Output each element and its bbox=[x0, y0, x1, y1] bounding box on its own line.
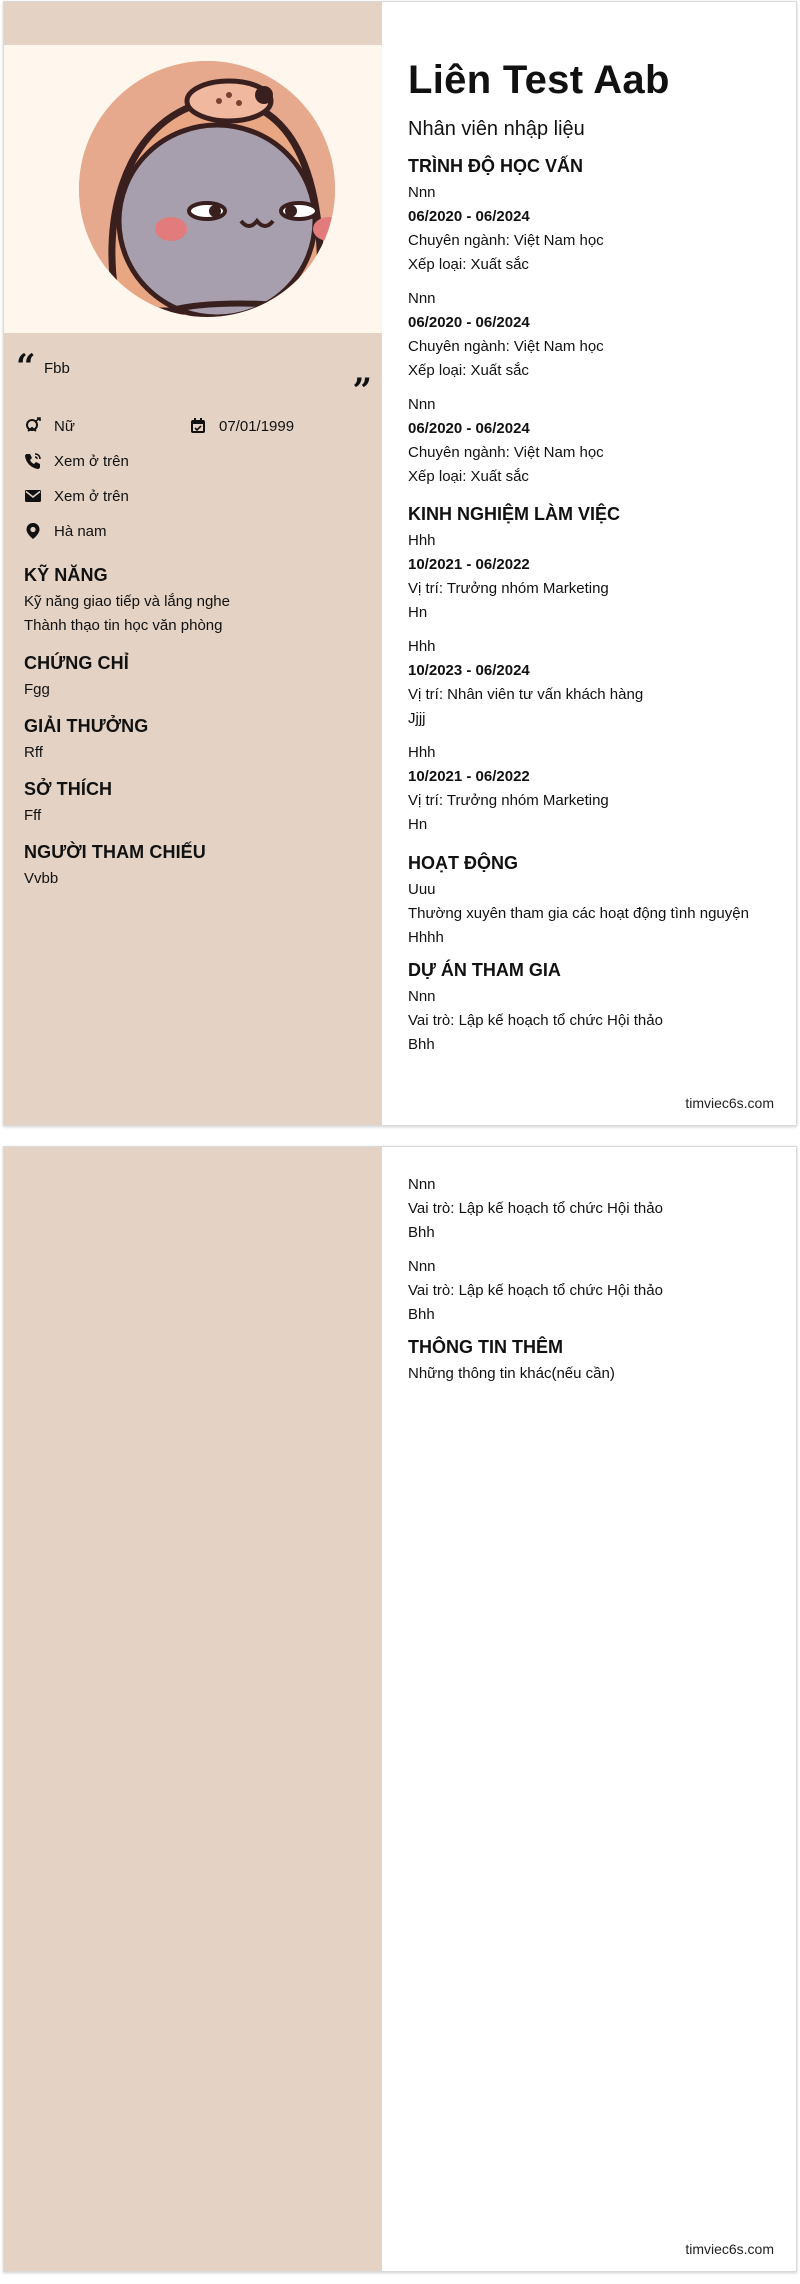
site-footer: timviec6s.com bbox=[685, 2241, 774, 2257]
projects-title: DỰ ÁN THAM GIA bbox=[408, 960, 561, 980]
experience-desc: Hn bbox=[408, 604, 428, 621]
envelope-icon bbox=[24, 487, 42, 505]
experience-position: Vị trí: Trưởng nhóm Marketing bbox=[408, 792, 609, 809]
experience-entry bbox=[408, 741, 778, 837]
skills-section bbox=[24, 565, 364, 638]
activities-title: HOẠT ĐỘNG bbox=[408, 853, 518, 873]
avatar-image bbox=[79, 61, 335, 317]
candidate-title: Nhân viên nhập liệu bbox=[408, 118, 585, 140]
certificates-title: CHỨNG CHỈ bbox=[24, 653, 129, 673]
school-name: Nnn bbox=[408, 396, 436, 413]
education-grade: Xếp loại: Xuất sắc bbox=[408, 256, 529, 273]
email-value: Xem ở trên bbox=[54, 487, 129, 505]
project-name: Nnn bbox=[408, 1258, 436, 1275]
hobbies-title: SỞ THÍCH bbox=[24, 779, 113, 799]
experience-period: 10/2021 - 06/2022 bbox=[408, 556, 530, 573]
education-entry bbox=[408, 393, 778, 489]
school-name: Nnn bbox=[408, 290, 436, 307]
additional-entry bbox=[408, 1362, 778, 1386]
project-desc: Bhh bbox=[408, 1306, 435, 1323]
address-row bbox=[24, 520, 107, 542]
quote-text: Fbb bbox=[44, 360, 70, 377]
map-pin-icon bbox=[24, 522, 42, 540]
personal-quote bbox=[16, 347, 372, 411]
sidebar bbox=[4, 1147, 382, 2271]
sidebar bbox=[4, 2, 382, 1125]
references-section bbox=[24, 842, 364, 891]
activities-section bbox=[408, 853, 778, 960]
experience-title: KINH NGHIỆM LÀM VIỆC bbox=[408, 504, 621, 524]
certificates-section bbox=[24, 653, 364, 702]
phone-value: Xem ở trên bbox=[54, 452, 129, 470]
experience-entry bbox=[408, 635, 778, 731]
project-entry bbox=[408, 985, 778, 1057]
skills-title: KỸ NĂNG bbox=[24, 565, 108, 585]
projects-section bbox=[408, 960, 778, 1067]
experience-period: 10/2021 - 06/2022 bbox=[408, 768, 530, 785]
project-desc: Bhh bbox=[408, 1036, 435, 1053]
project-role: Vai trò: Lập kế hoạch tổ chức Hội thảo bbox=[408, 1012, 663, 1029]
phone-icon bbox=[24, 452, 42, 470]
education-period: 06/2020 - 06/2024 bbox=[408, 420, 530, 437]
education-grade: Xếp loại: Xuất sắc bbox=[408, 362, 529, 379]
quote-open-icon: “ bbox=[16, 347, 36, 387]
education-grade: Xếp loại: Xuất sắc bbox=[408, 468, 529, 485]
education-major: Chuyên ngành: Việt Nam học bbox=[408, 232, 604, 249]
education-entry bbox=[408, 287, 778, 383]
calendar-icon bbox=[189, 417, 207, 435]
quote-close-icon: ” bbox=[352, 371, 372, 411]
birthday-value: 07/01/1999 bbox=[219, 417, 295, 435]
education-title: TRÌNH ĐỘ HỌC VẤN bbox=[408, 156, 583, 176]
project-name: Nnn bbox=[408, 988, 436, 1005]
main-content bbox=[382, 1147, 796, 2271]
education-section bbox=[408, 156, 778, 499]
hobbies-section bbox=[24, 779, 364, 828]
school-name: Nnn bbox=[408, 184, 436, 201]
project-entry bbox=[408, 1255, 778, 1327]
experience-position: Vị trí: Trưởng nhóm Marketing bbox=[408, 580, 609, 597]
additional-text: Những thông tin khác(nếu cần) bbox=[408, 1365, 615, 1382]
company-name: Hhh bbox=[408, 638, 436, 655]
cv-page-1 bbox=[3, 1, 797, 1126]
projects-continued bbox=[408, 1173, 778, 1337]
experience-section bbox=[408, 504, 778, 847]
experience-period: 10/2023 - 06/2024 bbox=[408, 662, 530, 679]
education-period: 06/2020 - 06/2024 bbox=[408, 208, 530, 225]
site-footer: timviec6s.com bbox=[685, 1095, 774, 1111]
project-role: Vai trò: Lập kế hoạch tổ chức Hội thảo bbox=[408, 1282, 663, 1299]
main-content bbox=[382, 2, 796, 1125]
references-title: NGƯỜI THAM CHIẾU bbox=[24, 842, 206, 862]
skill-item: Thành thạo tin học văn phòng bbox=[24, 617, 223, 634]
certificate-item: Fgg bbox=[24, 681, 50, 698]
additional-title: THÔNG TIN THÊM bbox=[408, 1337, 563, 1357]
hobby-item: Fff bbox=[24, 807, 42, 824]
additional-section bbox=[408, 1337, 778, 1396]
project-name: Nnn bbox=[408, 1176, 436, 1193]
activity-line: Uuu bbox=[408, 881, 436, 898]
award-item: Rff bbox=[24, 744, 43, 761]
activity-line: Hhhh bbox=[408, 929, 444, 946]
awards-section bbox=[24, 716, 364, 765]
phone-row bbox=[24, 450, 129, 472]
address-value: Hà nam bbox=[54, 522, 107, 540]
company-name: Hhh bbox=[408, 744, 436, 761]
avatar-panel bbox=[4, 45, 382, 333]
education-major: Chuyên ngành: Việt Nam học bbox=[408, 338, 604, 355]
experience-entry bbox=[408, 529, 778, 625]
experience-desc: Jjjj bbox=[408, 710, 426, 727]
project-entry bbox=[408, 1173, 778, 1245]
candidate-name: Liên Test Aab bbox=[408, 58, 670, 102]
reference-item: Vvbb bbox=[24, 870, 59, 887]
activity-line: Thường xuyên tham gia các hoạt động tình nguyện bbox=[408, 905, 749, 922]
skill-item: Kỹ năng giao tiếp và lắng nghe bbox=[24, 593, 230, 610]
email-row bbox=[24, 485, 129, 507]
birthday-row bbox=[189, 415, 294, 437]
activity-entry bbox=[408, 878, 778, 950]
awards-title: GIẢI THƯỞNG bbox=[24, 716, 149, 736]
project-desc: Bhh bbox=[408, 1224, 435, 1241]
gender-value: Nữ bbox=[54, 417, 75, 435]
company-name: Hhh bbox=[408, 532, 436, 549]
cv-page-2 bbox=[3, 1146, 797, 2272]
education-major: Chuyên ngành: Việt Nam học bbox=[408, 444, 604, 461]
experience-position: Vị trí: Nhân viên tư vấn khách hàng bbox=[408, 686, 644, 703]
gender-row bbox=[24, 415, 75, 437]
education-entry bbox=[408, 181, 778, 277]
education-period: 06/2020 - 06/2024 bbox=[408, 314, 530, 331]
experience-desc: Hn bbox=[408, 816, 428, 833]
avatar bbox=[79, 61, 335, 317]
project-role: Vai trò: Lập kế hoạch tổ chức Hội thảo bbox=[408, 1200, 663, 1217]
gender-icon bbox=[24, 417, 42, 435]
